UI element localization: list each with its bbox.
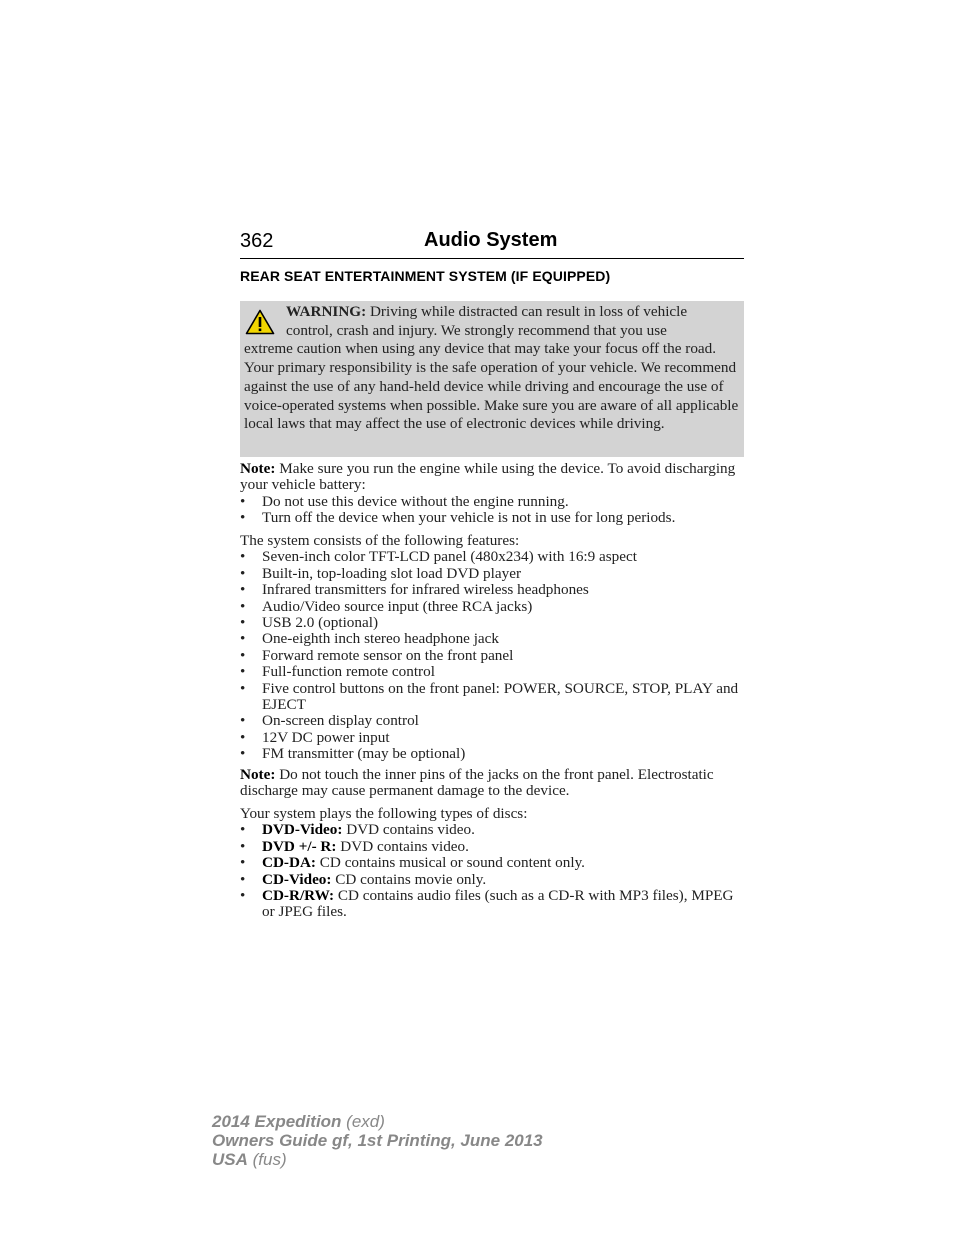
discs-intro: Your system plays the following types of discs: <box>240 805 528 822</box>
features-list <box>240 549 744 762</box>
warning-text <box>244 303 742 434</box>
list-item: • One-eighth inch stereo headphone jack <box>240 630 500 648</box>
note-electrostatic <box>240 767 744 800</box>
list-item: • DVD-Video: DVD contains video. <box>240 821 475 839</box>
list-item: • CD-DA: CD contains musical or sound content only. <box>240 854 585 872</box>
features-intro: The system consists of the following features: <box>240 532 520 549</box>
page-header <box>240 228 744 259</box>
discs-section <box>240 806 744 921</box>
note-bullet-list <box>240 494 744 527</box>
list-item: • 12V DC power input <box>240 728 390 746</box>
list-item: • Full-function remote control <box>240 663 435 681</box>
list-item: • Turn off the device when your vehicle is not in use for long periods. <box>240 509 676 527</box>
warning-label: WARNING: <box>286 303 367 320</box>
warning-body: extreme caution when using any device that may take your focus off the road. Your primary responsibility is the safe operation of your vehicle. We recommend against the use of any hand-held device while driving and encourage the use of voice-operated systems when possible. Make sure you are aware of all applicable local laws that may affect the use of electronic devices while driving. <box>244 340 739 433</box>
warning-line-1: Driving while distracted can result in loss of vehicle <box>369 303 688 320</box>
footer-model-code: (exd) <box>346 1112 385 1131</box>
note-text: Make sure you run the engine while using the device. To avoid discharging your vehicle battery: <box>240 460 736 494</box>
note-battery <box>240 461 744 527</box>
features-section <box>240 533 744 763</box>
footer-market: USA <box>212 1150 248 1169</box>
page-number: 362 <box>240 230 274 252</box>
list-item: • DVD +/- R: DVD contains video. <box>240 837 469 855</box>
page-footer <box>212 1112 543 1169</box>
discs-list <box>240 822 744 920</box>
note-text: Do not touch the inner pins of the jacks on the front panel. Electrostatic discharge may cause permanent damage to the device. <box>240 766 714 800</box>
list-item: • Built-in, top-loading slot load DVD player <box>240 564 521 582</box>
list-item: • Infrared transmitters for infrared wireless headphones <box>240 581 589 599</box>
page-title: Audio System <box>424 229 558 251</box>
list-item: • Audio/Video source input (three RCA jacks) <box>240 597 533 615</box>
warning-line-2: control, crash and injury. We strongly recommend that you use <box>286 321 667 339</box>
list-item: • USB 2.0 (optional) <box>240 614 379 632</box>
list-item: • FM transmitter (may be optional) <box>240 745 466 763</box>
note-label: Note: <box>240 766 276 783</box>
list-item: • Forward remote sensor on the front panel <box>240 646 514 664</box>
footer-model: 2014 Expedition <box>212 1112 342 1131</box>
list-item: • Five control buttons on the front panel: POWER, SOURCE, STOP, PLAY and EJECT <box>240 679 739 714</box>
footer-market-code: (fus) <box>252 1150 287 1169</box>
list-item: • On-screen display control <box>240 712 419 730</box>
list-item: • Do not use this device without the engine running. <box>240 492 569 510</box>
list-item: • CD-R/RW: CD contains audio files (such as a CD-R with MP3 files), MPEG or JPEG files. <box>240 887 734 921</box>
section-heading: REAR SEAT ENTERTAINMENT SYSTEM (IF EQUIPPED) <box>240 268 611 284</box>
warning-box <box>240 301 744 457</box>
footer-guide: Owners Guide gf, 1st Printing, June 2013 <box>212 1131 543 1150</box>
list-item: • Seven-inch color TFT-LCD panel (480x234) with 16:9 aspect <box>240 548 637 566</box>
note-label: Note: <box>240 460 276 477</box>
list-item: • CD-Video: CD contains movie only. <box>240 870 487 888</box>
